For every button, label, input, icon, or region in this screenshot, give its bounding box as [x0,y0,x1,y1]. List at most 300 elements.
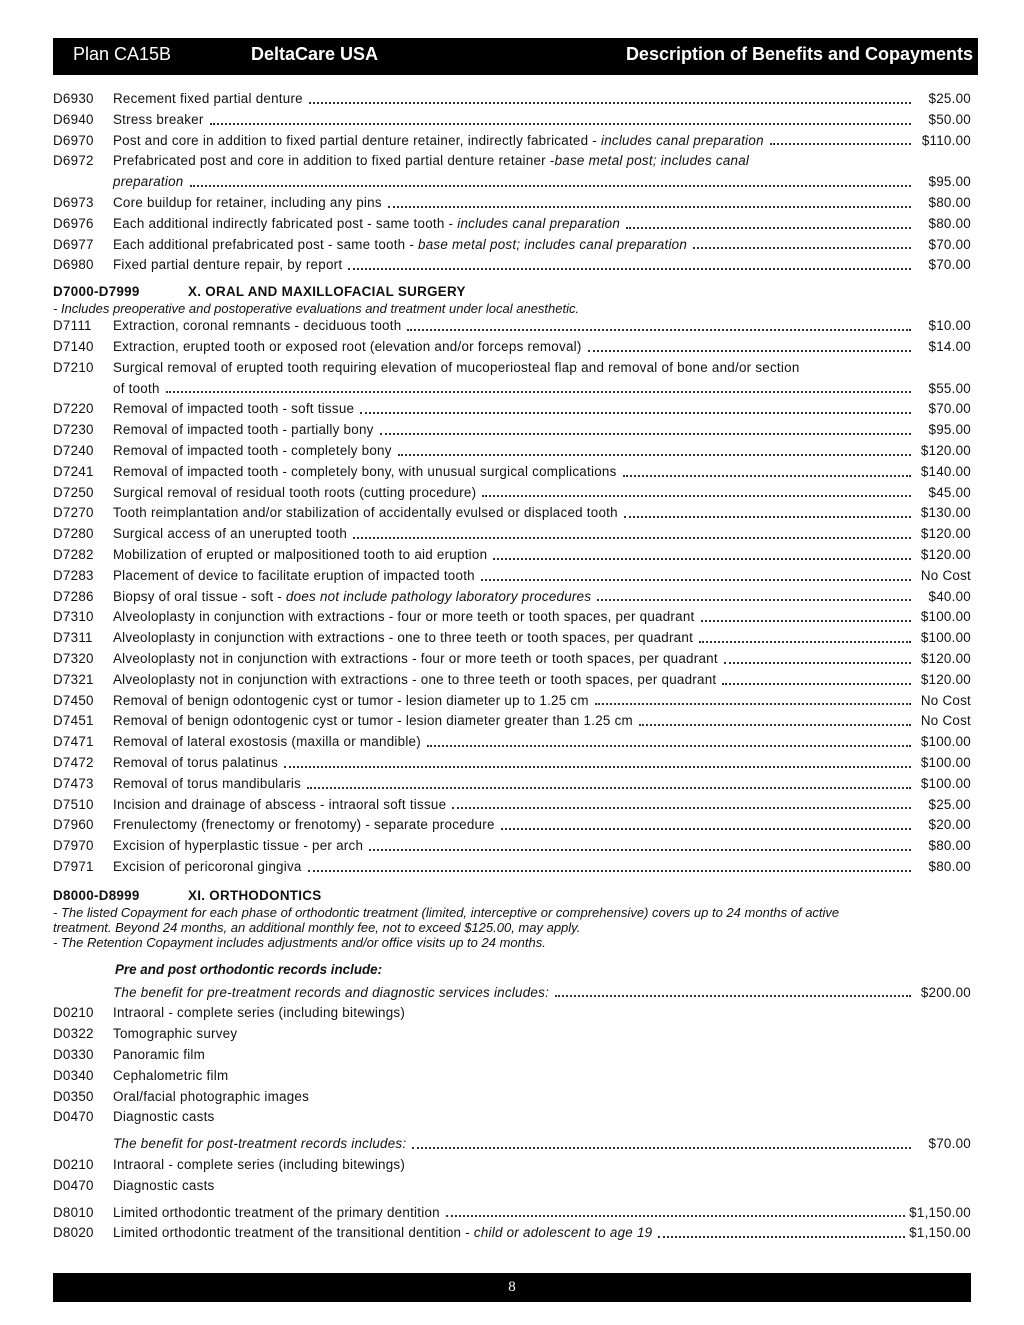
procedure-text [113,441,392,462]
procedure-code: D7230 [53,422,94,438]
pre-treatment-benefit-row [53,983,971,1004]
table-row [53,795,971,816]
section-x-title: X. ORAL AND MAXILLOFACIAL SURGERY [188,284,466,300]
post-treatment-benefit-row [53,1134,971,1155]
table-row [53,836,971,857]
description-line [113,1223,971,1244]
page-footer [53,1273,971,1302]
procedure-description: Alveoloplasty in conjunction with extractions - one to three teeth or tooth spaces, per quadrant [113,630,694,646]
procedure-code: D7451 [53,713,94,729]
copayment-price: $20.00 [928,817,971,833]
procedure-note: includes canal preparation [457,215,621,231]
procedure-text [113,691,589,712]
description-line [113,857,971,878]
procedure-description: Prefabricated post and core in addition to fixed partial denture retainer - [113,153,555,169]
description-line [113,607,971,628]
table-row [53,774,971,795]
procedure-description: Removal of torus palatinus [113,754,279,770]
description-line [113,1203,971,1224]
procedure-code: D0330 [53,1047,94,1063]
plan-label: Plan CA15B [73,44,172,64]
procedure-text [113,587,591,608]
procedure-text [113,857,302,878]
post-treatment-label: The benefit for post-treatment records includes: [113,1136,407,1152]
procedure-text [113,110,204,131]
copayment-price: $70.00 [928,401,971,417]
procedure-code: D6940 [53,111,94,127]
procedure-description: Stress breaker [113,111,204,127]
procedure-text [113,503,618,524]
procedure-code: D7282 [53,546,94,562]
list-item [53,1176,971,1197]
table-row [53,857,971,878]
section-x-heading [53,282,971,301]
procedure-description: Biopsy of oral tissue - soft - [113,588,286,604]
description-line [113,1107,971,1128]
leader-dots [210,123,911,125]
procedure-code: D7210 [53,359,94,375]
procedure-description: Removal of benign odontogenic cyst or tumor - lesion diameter greater than 1.25 cm [113,713,633,729]
description-line [113,1087,971,1108]
leader-dots [626,227,911,229]
table-row [53,524,971,545]
procedure-code: D7450 [53,692,94,708]
procedure-code: D6980 [53,257,94,273]
procedure-code: D0350 [53,1088,94,1104]
procedure-description: Excision of hyperplastic tissue - per arch [113,838,364,854]
procedure-description: Tomographic survey [113,1026,238,1042]
procedure-text [113,670,716,691]
copayment-price: $110.00 [921,132,971,148]
leader-dots [724,662,911,664]
description-line [113,503,971,524]
leader-dots [407,329,911,331]
list-item [53,1066,971,1087]
procedure-description: Surgical removal of residual tooth roots (cutting procedure) [113,484,477,500]
description-line [113,441,971,462]
table-row [53,753,971,774]
table-row [53,1223,971,1244]
copayment-price: $1,150.00 [909,1204,971,1220]
leader-dots [597,599,911,601]
procedure-note: base metal post; includes canal preparation [418,236,688,252]
description-line [113,358,971,379]
procedure-description-cont: of tooth [113,380,160,396]
section-xi-heading [53,886,971,905]
procedure-description: Limited orthodontic treatment of the primary dentition [113,1204,440,1220]
procedure-text [113,399,354,420]
procedure-description: Oral/facial photographic images [113,1088,310,1104]
leader-dots [309,102,911,104]
description-line [113,691,971,712]
procedure-code: D7286 [53,588,94,604]
leader-dots [693,247,911,249]
procedure-description: Frenulectomy (frenectomy or frenotomy) - separate procedure [113,817,495,833]
list-item [53,1087,971,1108]
copayment-price: $95.00 [928,422,971,438]
description-line [113,670,971,691]
table-row [53,587,971,608]
table-row [53,420,971,441]
procedure-text [113,337,582,358]
copayment-price: $70.00 [928,236,971,252]
post-treatment-price: $70.00 [928,1136,971,1152]
table-row [53,483,971,504]
table-row [53,235,971,256]
description-line [113,711,971,732]
table-row [53,566,971,587]
description-line [113,774,971,795]
procedure-code: D8010 [53,1204,94,1220]
procedure-description: Intraoral - complete series (including bitewings) [113,1005,406,1021]
procedure-code: D6976 [53,215,94,231]
copayment-price: $100.00 [920,630,971,646]
procedure-code: D0470 [53,1177,94,1193]
procedure-text [113,795,446,816]
procedure-text [113,711,633,732]
table-row [53,711,971,732]
procedure-text [113,1223,652,1244]
procedure-text [113,235,687,256]
procedure-code: D6930 [53,91,94,106]
procedure-description: Removal of torus mandibularis [113,775,302,791]
leader-dots [284,766,911,768]
table-row [53,607,971,628]
description-line [113,172,971,193]
oral-surgery-list [53,316,971,878]
procedure-text [113,483,476,504]
procedure-code: D8020 [53,1225,94,1241]
section-xi-note-1: - The listed Copayment for each phase of orthodontic treatment (limited, interceptive or comprehensive) covers up to 24 months of active [53,904,840,920]
procedure-text [113,607,695,628]
table-row [53,670,971,691]
procedure-note-cont: preparation [113,174,184,190]
procedure-description: Alveoloplasty not in conjunction with extractions - four or more teeth or tooth spaces, per quadrant [113,650,718,666]
procedure-text [113,89,303,110]
procedure-text [113,255,342,276]
leader-dots [190,185,912,187]
procedure-code: D7250 [53,484,94,500]
procedure-code: D7510 [53,796,94,812]
copayment-price: $55.00 [928,380,971,396]
procedure-code: D0210 [53,1157,94,1173]
procedure-description: Surgical access of an unerupted tooth [113,526,348,542]
procedure-description: Placement of device to facilitate eruption of impacted tooth [113,567,475,583]
description-line [113,420,971,441]
procedure-code: D7280 [53,526,94,542]
procedure-code: D7473 [53,775,94,791]
procedure-code: D7321 [53,671,94,687]
section-x-note: - Includes preoperative and postoperative evaluations and treatment under local anesthetic. [53,301,580,317]
procedure-code: D7310 [53,609,94,625]
prosthodontics-fixed-list [53,89,971,276]
table-row [53,545,971,566]
procedure-code: D0470 [53,1109,94,1125]
procedure-description: Alveoloplasty not in conjunction with extractions - one to three teeth or tooth spaces, per quadrant [113,671,717,687]
pre-treatment-price: $200.00 [920,984,971,1000]
procedure-text [113,462,617,483]
description-line [113,1003,971,1024]
procedure-description: Recement fixed partial denture [113,91,303,106]
procedure-description: Post and core in addition to fixed partial denture retainer, indirectly fabricated - [113,132,601,148]
description-line [113,1066,971,1087]
procedure-description: Removal of benign odontogenic cyst or tumor - lesion diameter up to 1.25 cm [113,692,589,708]
leader-dots [595,703,911,705]
procedure-text [113,628,693,649]
procedure-note: base metal post; includes canal [554,153,750,169]
description-line [113,795,971,816]
copayment-price: $80.00 [928,215,971,231]
leader-dots [348,268,911,270]
section-xi-note-3: - The Retention Copayment includes adjustments and/or office visits up to 24 months. [53,934,546,950]
leader-dots [446,1215,905,1217]
copayment-price: $130.00 [920,505,971,521]
table-row [53,214,971,235]
description-line [113,587,971,608]
procedure-description: Mobilization of erupted or malpositioned tooth to aid eruption [113,546,488,562]
procedure-description: Core buildup for retainer, including any pins [113,194,382,210]
brand-label: DeltaCare USA [251,44,379,64]
procedure-text [113,214,620,235]
copayment-price: $140.00 [920,463,971,479]
procedure-description: Surgical removal of erupted tooth requiring elevation of mucoperiosteal flap and removal of bone and/or section [113,359,800,375]
leader-dots [380,433,911,435]
table-row [53,337,971,358]
procedure-code: D7971 [53,858,94,874]
copayment-price: $80.00 [928,194,971,210]
procedure-text [113,193,382,214]
procedure-code: D6973 [53,194,94,210]
table-row [53,628,971,649]
procedure-code: D7240 [53,442,94,458]
benefits-content [53,89,971,1244]
procedure-code: D7970 [53,838,94,854]
procedure-code: D7283 [53,567,94,583]
leader-dots [699,641,911,643]
procedure-text [113,545,487,566]
copayment-price: $80.00 [928,838,971,854]
procedure-note: child or adolescent to age 19 [473,1225,653,1241]
leader-dots [623,475,911,477]
description-line [113,255,971,276]
table-row [53,1203,971,1224]
copayment-price: $120.00 [920,671,971,687]
description-line [113,1024,971,1045]
procedure-description: Removal of impacted tooth - completely bony [113,442,392,458]
procedure-code: D0340 [53,1067,94,1083]
procedure-code: D7270 [53,505,94,521]
leader-dots [369,849,911,851]
procedure-text [113,836,363,857]
leader-dots [308,870,911,872]
leader-dots [770,143,911,145]
leader-dots [555,995,911,997]
procedure-description: Diagnostic casts [113,1177,215,1193]
procedure-description: Removal of impacted tooth - partially bony [113,422,374,438]
description-line [113,815,971,836]
description-line [113,836,971,857]
copayment-price: $14.00 [928,338,971,354]
procedure-text [113,815,495,836]
section-xi-note-2: treatment. Beyond 24 months, an additional monthly fee, not to exceed $125.00, may apply. [53,919,581,935]
description-line [113,235,971,256]
procedure-code: D0210 [53,1005,94,1021]
table-row [53,151,971,193]
list-item [53,1045,971,1066]
procedure-code: D7320 [53,650,94,666]
procedure-note: does not include pathology laboratory procedures [285,588,592,604]
description-line [113,131,971,152]
procedure-text [113,131,764,152]
page-number: 8 [508,1279,516,1295]
table-row [53,732,971,753]
procedure-code: D7472 [53,754,94,770]
table-row [53,110,971,131]
copayment-price: $40.00 [928,588,971,604]
description-line [113,1155,971,1176]
procedure-description: Diagnostic casts [113,1109,215,1125]
list-item [53,1003,971,1024]
copayment-price: $100.00 [920,734,971,750]
orthodontics-list [53,1203,971,1245]
procedure-description: Fixed partial denture repair, by report [113,257,343,273]
copayment-price: $120.00 [920,526,971,542]
procedure-code: D7960 [53,817,94,833]
procedure-code: D6977 [53,236,94,252]
procedure-note: includes canal preparation [600,132,764,148]
procedure-code: D7140 [53,338,94,354]
copayment-price: $50.00 [928,111,971,127]
copayment-price: $100.00 [920,754,971,770]
copayment-price: $120.00 [920,650,971,666]
procedure-text [113,732,421,753]
procedure-description: Extraction, erupted tooth or exposed root (elevation and/or forceps removal) [113,338,582,354]
description-line [113,483,971,504]
table-row [53,503,971,524]
procedure-description: Tooth reimplantation and/or stabilization of accidentally evulsed or displaced tooth [113,505,618,521]
procedure-description: Removal of impacted tooth - soft tissue [113,401,355,417]
description-line [113,399,971,420]
description-line [113,462,971,483]
description-line [113,1176,971,1197]
procedure-text [113,420,374,441]
leader-dots [166,391,911,393]
table-row [53,358,971,400]
leader-dots [398,454,911,456]
procedure-text [113,649,718,670]
procedure-code: D0322 [53,1026,94,1042]
leader-dots [588,350,911,352]
list-item [53,1024,971,1045]
description-line [113,524,971,545]
copayment-price: $120.00 [920,442,971,458]
procedure-description: Excision of pericoronal gingiva [113,858,302,874]
page-header [53,38,978,75]
copayment-price: $25.00 [928,91,971,106]
procedure-description: Limited orthodontic treatment of the transitional dentition - [113,1225,474,1241]
leader-dots [481,579,911,581]
description-line [113,89,971,110]
procedure-description: Each additional prefabricated post - same tooth - [113,236,419,252]
description-line [113,193,971,214]
leader-dots [307,787,911,789]
description-line [113,214,971,235]
copayment-price: $95.00 [928,174,971,190]
table-row [53,316,971,337]
leader-dots [452,807,911,809]
procedure-code: D7311 [53,630,93,646]
procedure-text [113,316,401,337]
copayment-price: $80.00 [928,858,971,874]
pre-treatment-label: The benefit for pre-treatment records and diagnostic services includes: [113,984,550,1000]
table-row [53,462,971,483]
description-line [113,545,971,566]
post-treatment-items [53,1155,971,1197]
leader-dots [360,412,911,414]
procedure-description: Extraction, coronal remnants - deciduous tooth [113,318,402,334]
procedure-text [113,524,347,545]
copayment-price: No Cost [920,567,971,583]
leader-dots [388,206,911,208]
list-item [53,1107,971,1128]
table-row [53,193,971,214]
pre-treatment-items [53,1003,971,1128]
description-line [113,337,971,358]
procedure-description: Cephalometric film [113,1067,229,1083]
procedure-text [113,566,475,587]
section-xi-range: D8000-D8999 [53,887,140,903]
description-line [113,732,971,753]
copayment-price: $45.00 [928,484,971,500]
table-row [53,815,971,836]
table-row [53,255,971,276]
table-row [53,89,971,110]
procedure-text [113,1203,440,1224]
procedure-description: Intraoral - complete series (including bitewings) [113,1157,406,1173]
copayment-price: No Cost [920,692,971,708]
description-line [113,753,971,774]
table-row [53,649,971,670]
procedure-description: Removal of impacted tooth - completely bony, with unusual surgical complications [113,463,617,479]
description-line [113,110,971,131]
document-title: Description of Benefits and Copayments [625,44,973,64]
leader-dots [493,558,911,560]
leader-dots [701,620,912,622]
section-x-range: D7000-D7999 [53,284,140,300]
procedure-code: D6972 [53,153,94,169]
description-line [113,649,971,670]
copayment-price: $1,150.00 [909,1225,971,1241]
procedure-text [113,753,278,774]
records-heading: Pre and post orthodontic records include: [115,961,383,977]
procedure-description: Panoramic film [113,1047,206,1063]
description-line [113,151,971,172]
copayment-price: $25.00 [928,796,971,812]
section-xi-title: XI. ORTHODONTICS [188,887,322,903]
table-row [53,131,971,152]
leader-dots [722,683,911,685]
procedure-code: D7220 [53,401,94,417]
procedure-code: D7471 [53,734,94,750]
description-line [113,566,971,587]
leader-dots [427,745,911,747]
leader-dots [353,537,911,539]
copayment-price: $120.00 [920,546,971,562]
copayment-price: $100.00 [920,609,971,625]
leader-dots [624,516,911,518]
description-line [113,1045,971,1066]
procedure-description: Removal of lateral exostosis (maxilla or mandible) [113,734,421,750]
